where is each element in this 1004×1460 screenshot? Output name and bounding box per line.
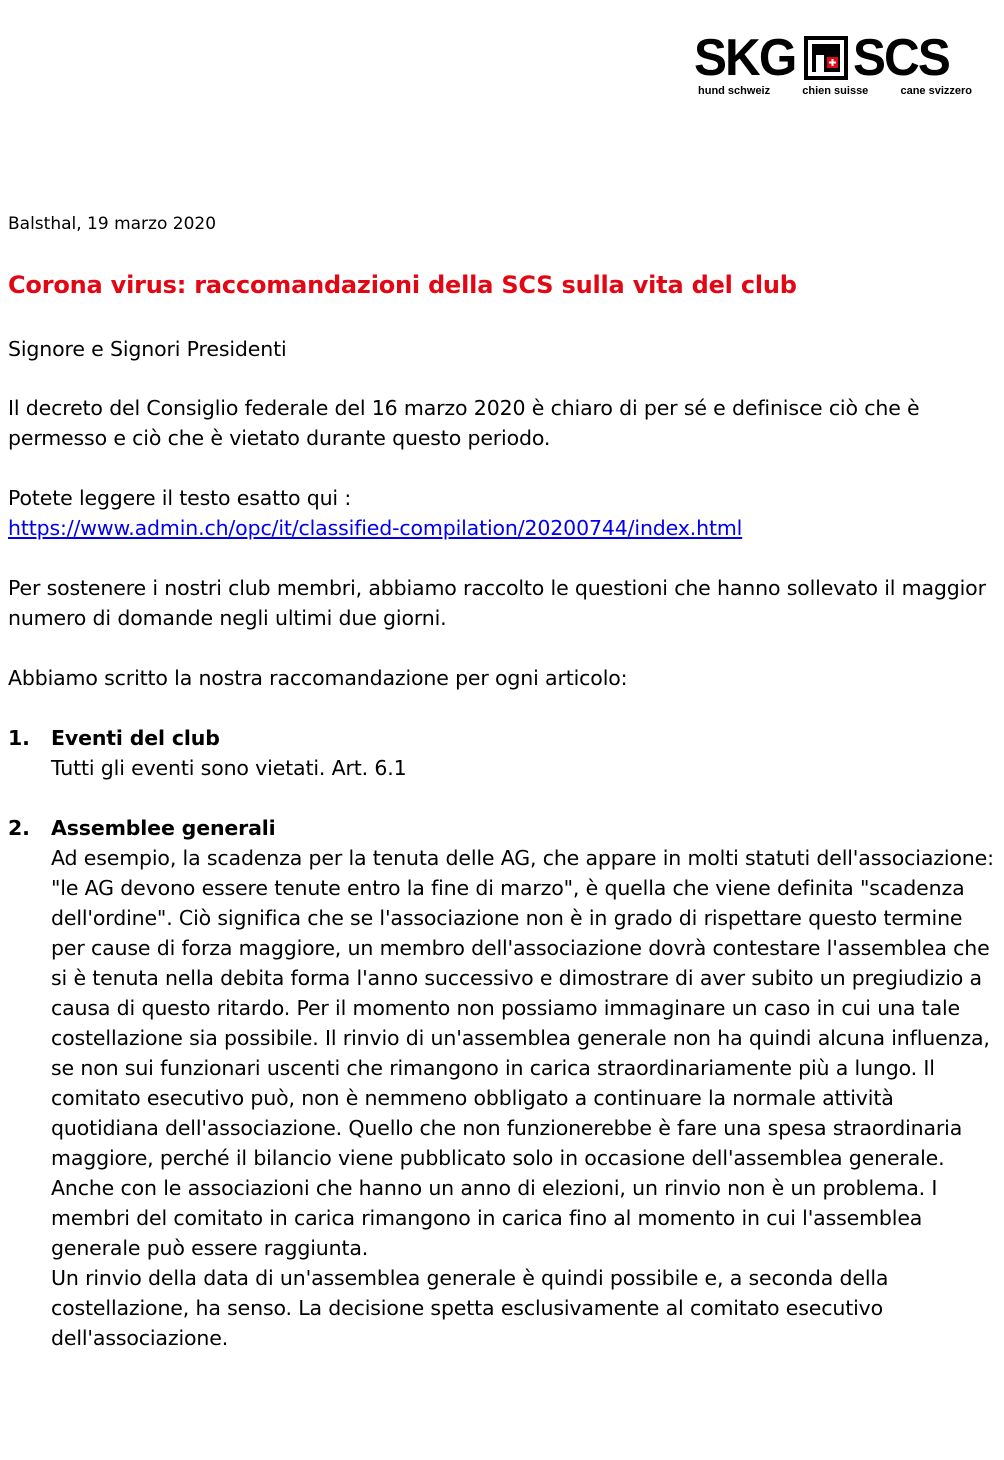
logo-tagline-it: cane svizzero xyxy=(900,85,972,97)
list-item-heading: Assemblee generali xyxy=(51,816,276,840)
paragraph-link-intro xyxy=(8,483,998,543)
logo-tagline-fr: chien suisse xyxy=(802,85,869,97)
salutation: Signore e Signori Presidenti xyxy=(8,337,287,361)
list-item-number: 2. xyxy=(8,816,30,840)
list-item-body: Tutti gli eventi sono vietati. Art. 6.1 xyxy=(51,756,407,780)
list-item-body-conclusion: Un rinvio della data di un'assemblea generale è quindi possibile e, a seconda della costellazione, ha senso. La decisione spetta esclusivamente al comitato esecutivo dell'associazione. xyxy=(51,1266,889,1350)
list-item-heading: Eventi del club xyxy=(51,726,220,750)
list-item-body: Ad esempio, la scadenza per la tenuta delle AG, che appare in molti statuti dell'associazione: "le AG devono essere tenute entro la fine di marzo", è quella che viene definita "scadenza dell'ordine". Ciò significa che se l'associazione non è in grado di rispettare questo termine per cause di forza maggiore, un membro dell'associazione dovrà contestare l'assemblea che si è tenuta nella debita forma l'anno successivo e dimostrare di aver subito un pregiudizio a causa di questo ritardo. Per il momento non possiamo immaginare un caso in cui una tale costellazione sia possibile. Il rinvio di un'assemblea generale non ha quindi alcuna influenza, se non sui funzionari uscenti che rimangono in carica straordinariamente più a lungo. Il comitato esecutivo può, non è nemmeno obbligato a continuare la normale attività quotidiana dell'associazione. Quello che non funzionerebbe è fare una spesa straordinaria maggiore, perché il bilancio viene pubblicato solo in occasione dell'assemblea generale. Anche con le associazioni che hanno un anno di elezioni, un rinvio non è un problema. I membri del comitato in carica rimangono in carica fino al momento in cui l'assemblea generale può essere raggiunta. xyxy=(51,846,994,1260)
paragraph-recommendation: Abbiamo scritto la nostra raccomandazione per ogni articolo: xyxy=(8,666,628,690)
decree-link[interactable]: https://www.admin.ch/opc/it/classified-compilation/20200744/index.html xyxy=(8,516,743,540)
list-item-general-assemblies xyxy=(8,813,998,1353)
paragraph-decree: Il decreto del Consiglio federale del 16 marzo 2020 è chiaro di per sé e definisce ciò che è permesso e ciò che è vietato durante questo periodo. xyxy=(8,396,920,450)
list-item-club-events xyxy=(8,723,998,783)
logo-word-scs: SCS xyxy=(852,29,949,87)
logo-tagline-de: hund schweiz xyxy=(698,85,771,97)
link-intro-text: Potete leggere il testo esatto qui : xyxy=(8,486,352,510)
letter-date: Balsthal, 19 marzo 2020 xyxy=(8,214,217,234)
letter-title: Corona virus: raccomandazioni della SCS sulla vita del club xyxy=(8,271,797,299)
list-item-number: 1. xyxy=(8,726,30,750)
logo-word-skg: SKG xyxy=(694,29,796,87)
paragraph-support: Per sostenere i nostri club membri, abbiamo raccolto le questioni che hanno sollevato il maggior numero di domande negli ultimi due giorni. xyxy=(8,576,986,630)
dog-house-flag-icon xyxy=(803,35,849,81)
skg-scs-logo xyxy=(694,29,976,99)
